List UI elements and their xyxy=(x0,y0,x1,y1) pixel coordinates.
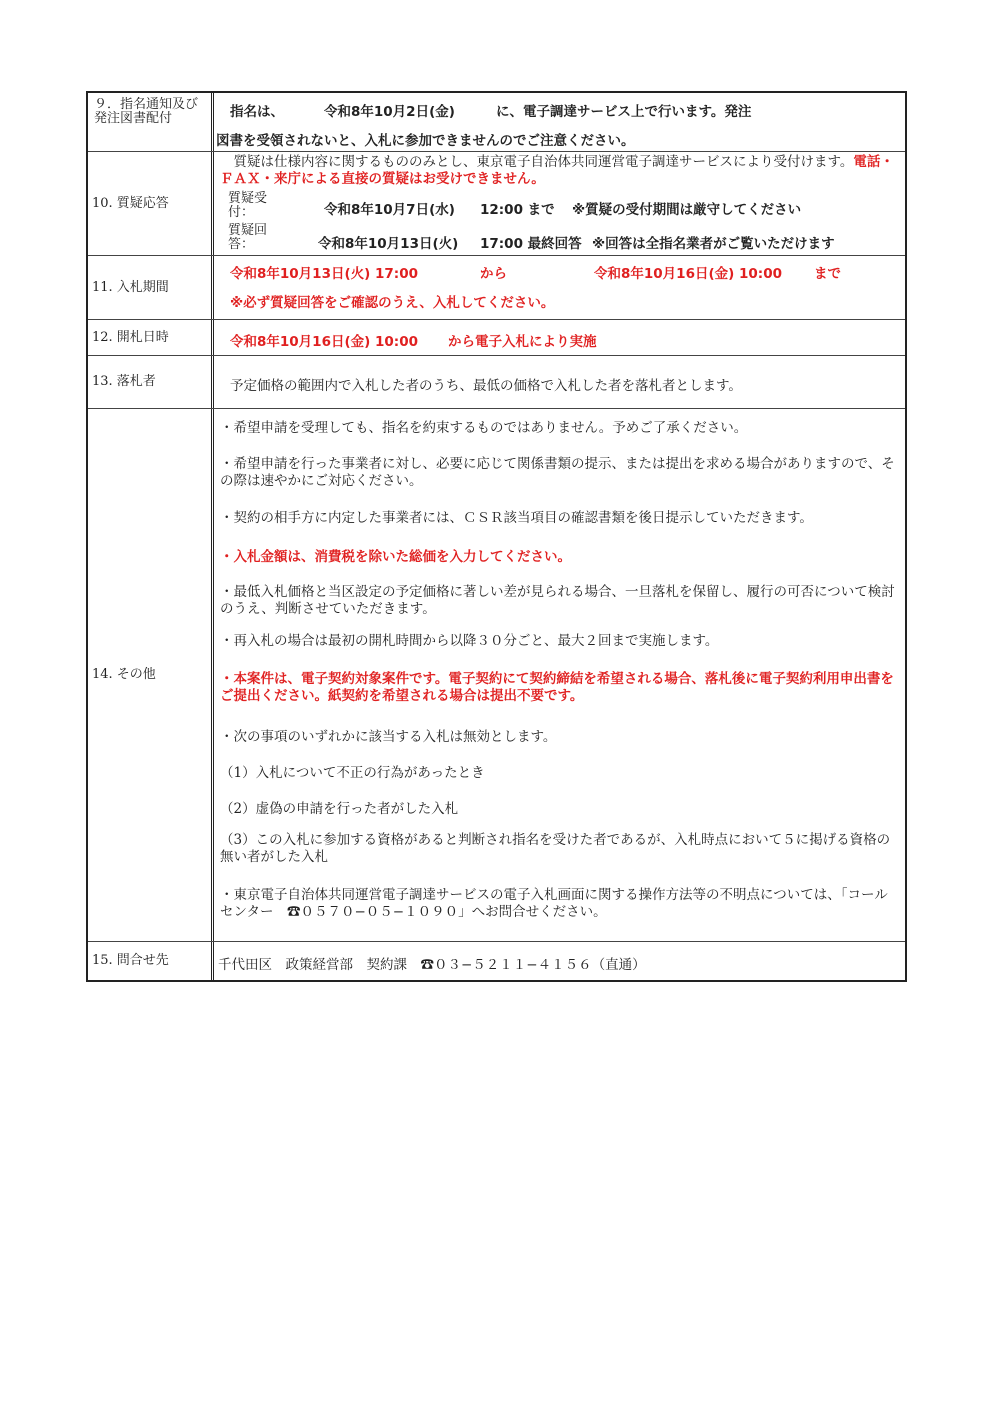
row-10 xyxy=(88,151,905,255)
row-9 xyxy=(88,93,905,151)
row-14-label: 14. その他 xyxy=(88,409,214,941)
r9-text-b: に、電子調達サービス上で行います。発注 xyxy=(496,104,752,120)
r14-item-9: （1）入札について不正の行為があったとき xyxy=(220,765,485,781)
row-9-value xyxy=(214,93,905,151)
r9-date: 令和8年10月2日(金) xyxy=(324,104,455,120)
r10-paragraph xyxy=(220,152,899,188)
row-12-label: 12. 開札日時 xyxy=(88,320,214,355)
r10-a-date: 令和8年10月13日(火) xyxy=(318,236,459,252)
r10-text-red: 電話・ＦＡＸ・来庁による直接の質疑はお受けできません。 xyxy=(220,154,894,187)
row-15 xyxy=(88,941,905,980)
r10-a-time: 17:00 最終回答 xyxy=(480,236,582,252)
r14-item-7: ・本案件は、電子契約対象案件です。電子契約にて契約締結を希望される場合、落札後に電子契約利用申出書をご提出ください。紙契約を希望される場合は提出不要です。 xyxy=(220,671,894,704)
row-14-value xyxy=(214,409,905,941)
r14-item-5: ・最低入札価格と当区設定の予定価格に著しい差が見られる場合、一旦落札を保留し、履行の可否について検討のうえ、判断させていただきます。 xyxy=(220,584,895,617)
r11-start: 令和8年10月13日(火) 17:00 xyxy=(230,266,418,282)
row-15-value xyxy=(214,942,905,980)
r11-until: まで xyxy=(814,266,841,282)
r11-end: 令和8年10月16日(金) 10:00 xyxy=(594,266,782,282)
r14-item-2: ・希望申請を行った事業者に対し、必要に応じて関係書類の提示、または提出を求める場合がありますので、その際は速やかにご対応ください。 xyxy=(220,456,895,489)
r10-a-label: 質疑回答： xyxy=(228,223,268,252)
r14-item-11: （3）この入札に参加する資格があると判断され指名を受けた者であるが、入札時点において５に掲げる資格の無い者がした入札 xyxy=(220,832,891,865)
info-table xyxy=(86,91,907,982)
r10-a-note: ※回答は全指名業者がご覧いただけます xyxy=(592,236,835,252)
row-15-label: 15. 問合せ先 xyxy=(88,942,214,980)
row-11 xyxy=(88,255,905,319)
row-13-value xyxy=(214,356,905,408)
row-13-label: 13. 落札者 xyxy=(88,356,214,408)
row-13 xyxy=(88,355,905,408)
row-10-value xyxy=(214,152,905,255)
r15-text: 千代田区 政策経営部 契約課 ☎０３−５２１１−４１５６（直通） xyxy=(218,957,646,973)
r10-q-time: 12:00 まで xyxy=(480,202,555,218)
row-11-label: 11. 入札期間 xyxy=(88,256,214,319)
row-12-value xyxy=(214,320,905,355)
r14-item-1: ・希望申請を受理しても、指名を約束するものではありません。予めご了承ください。 xyxy=(220,420,748,436)
r10-q-note: ※質疑の受付期間は厳守してください xyxy=(572,202,802,218)
r12-date: 令和8年10月16日(金) 10:00 xyxy=(230,334,418,350)
r11-note: ※必ず質疑回答をご確認のうえ、入札してください。 xyxy=(230,295,555,311)
r10-q-label: 質疑受付： xyxy=(228,191,268,220)
r14-item-12: ・東京電子自治体共同運営電子調達サービスの電子入札画面に関する操作方法等の不明点については、「コールセンター ☎０５７０−０５−１０９０」へお問合せください。 xyxy=(220,887,888,920)
r9-line2: 図書を受領されないと、入札に参加できませんのでご注意ください。 xyxy=(216,133,635,149)
r14-item-8: ・次の事項のいずれかに該当する入札は無効とします。 xyxy=(220,729,557,745)
r14-item-10: （2）虚偽の申請を行った者がした入札 xyxy=(220,801,459,817)
row-10-label: 10. 質疑応答 xyxy=(88,152,214,255)
r14-item-3: ・契約の相手方に内定した事業者には、ＣＳＲ該当項目の確認書類を後日提示していただきます。 xyxy=(220,510,813,526)
r12-tail: から電子入札により実施 xyxy=(448,334,597,350)
r11-from: から xyxy=(480,266,507,282)
r13-text: 予定価格の範囲内で入札した者のうち、最低の価格で入札した者を落札者とします。 xyxy=(230,378,742,394)
row-9-label: ９．指名通知及び発注図書配付 xyxy=(88,93,214,151)
r14-item-6: ・再入札の場合は最初の開札時間から以降３０分ごと、最大２回まで実施します。 xyxy=(220,633,719,649)
row-14 xyxy=(88,408,905,941)
r10-text1: 質疑は仕様内容に関するもののみとし、東京電子自治体共同運営電子調達サービスにより受付けます。 xyxy=(233,154,854,170)
row-11-value xyxy=(214,256,905,319)
r14-item-4: ・入札金額は、消費税を除いた総価を入力してください。 xyxy=(220,549,571,565)
r9-text-a: 指名は、 xyxy=(230,104,284,120)
row-12 xyxy=(88,319,905,355)
r10-q-date: 令和8年10月7日(水) xyxy=(324,202,455,218)
